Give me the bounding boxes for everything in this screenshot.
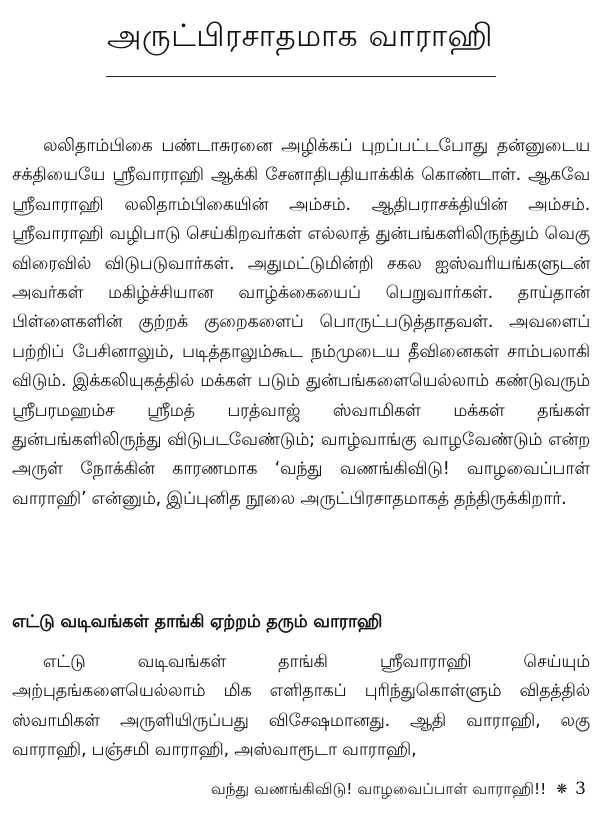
section-heading: எட்டு வடிவங்கள் தாங்கி ஏற்றம் தரும் வாராஹி bbox=[12, 612, 383, 632]
footer-book-title: வந்து வணங்கிவிடு! வாழவைப்பாள் வாராஹி!! bbox=[210, 780, 547, 798]
page-number: 3 bbox=[575, 779, 586, 799]
page-footer bbox=[211, 779, 586, 800]
body-paragraph-2: எட்டு வடிவங்கள் தாங்கி ஸ்ரீவாராஹி செய்யும் அற்புதங்களையெல்லாம் மிக எளிதாகப் புரிந்துகொள்ளும் விதத்தில் ஸ்வாமிகள் அருளியிருப்பது விசேஷமானது. ஆதி வாராஹி, லகு வாராஹி, பஞ்சமி வாராஹி, அஸ்வாரூடா வாராஹி, bbox=[12, 652, 590, 761]
title-underline bbox=[106, 76, 496, 77]
page-title: அருட்பிரசாதமாக வாராஹி bbox=[106, 18, 494, 54]
floral-ornament-icon: ❋ bbox=[556, 782, 568, 797]
body-paragraph-1: லலிதாம்பிகை பண்டாசுரனை அழிக்கப் புறப்பட்டபோது தன்னுடைய சக்தியையே ஸ்ரீவாராஹி ஆக்கி சேனாதிபதியாக்கிக் கொண்டாள். ஆகவே ஸ்ரீவாராஹி லலிதாம்பிகையின் அம்சம். ஆதிபராசக்தியின் அம்சம். ஸ்ரீவாராஹி வழிபாடு செய்கிறவர்கள் எல்லாத் துன்பங்களிலிருந்தும் வெகு விரைவில் விடுபடுவார்கள். அதுமட்டுமின்றி சகல ஐஸ்வரியங்களுடன் அவர்கள் மகிழ்ச்சியான வாழ்க்கையைப் பெறுவார்கள். தாய்தான் பிள்ளைகளின் குற்றக் குறைகளைப் பொருட்படுத்தாதவள். அவளைப் பற்றிப் பேசினாலும், படித்தாலும்கூட நம்முடைய தீவினைகள் சாம்பலாகி விடும். இக்கலியுகத்தில் மக்கள் படும் துன்பங்களையெல்லாம் கண்டுவரும் ஸ்ரீபரமஹம்ச ஸ்ரீமத் பரத்வாஜ் ஸ்வாமிகள் மக்கள் தங்கள் துன்பங்களிலிருந்து விடுபடவேண்டும்; வாழ்வாங்கு வாழவேண்டும் என்ற அருள் நோக்கின் காரணமாக ‘வந்து வணங்கிவிடு! வாழவைப்பாள் வாராஹி’ என்னும், இப்புனித நூலை அருட்பிரசாதமாகத் தந்திருக்கிறார். bbox=[12, 136, 590, 509]
